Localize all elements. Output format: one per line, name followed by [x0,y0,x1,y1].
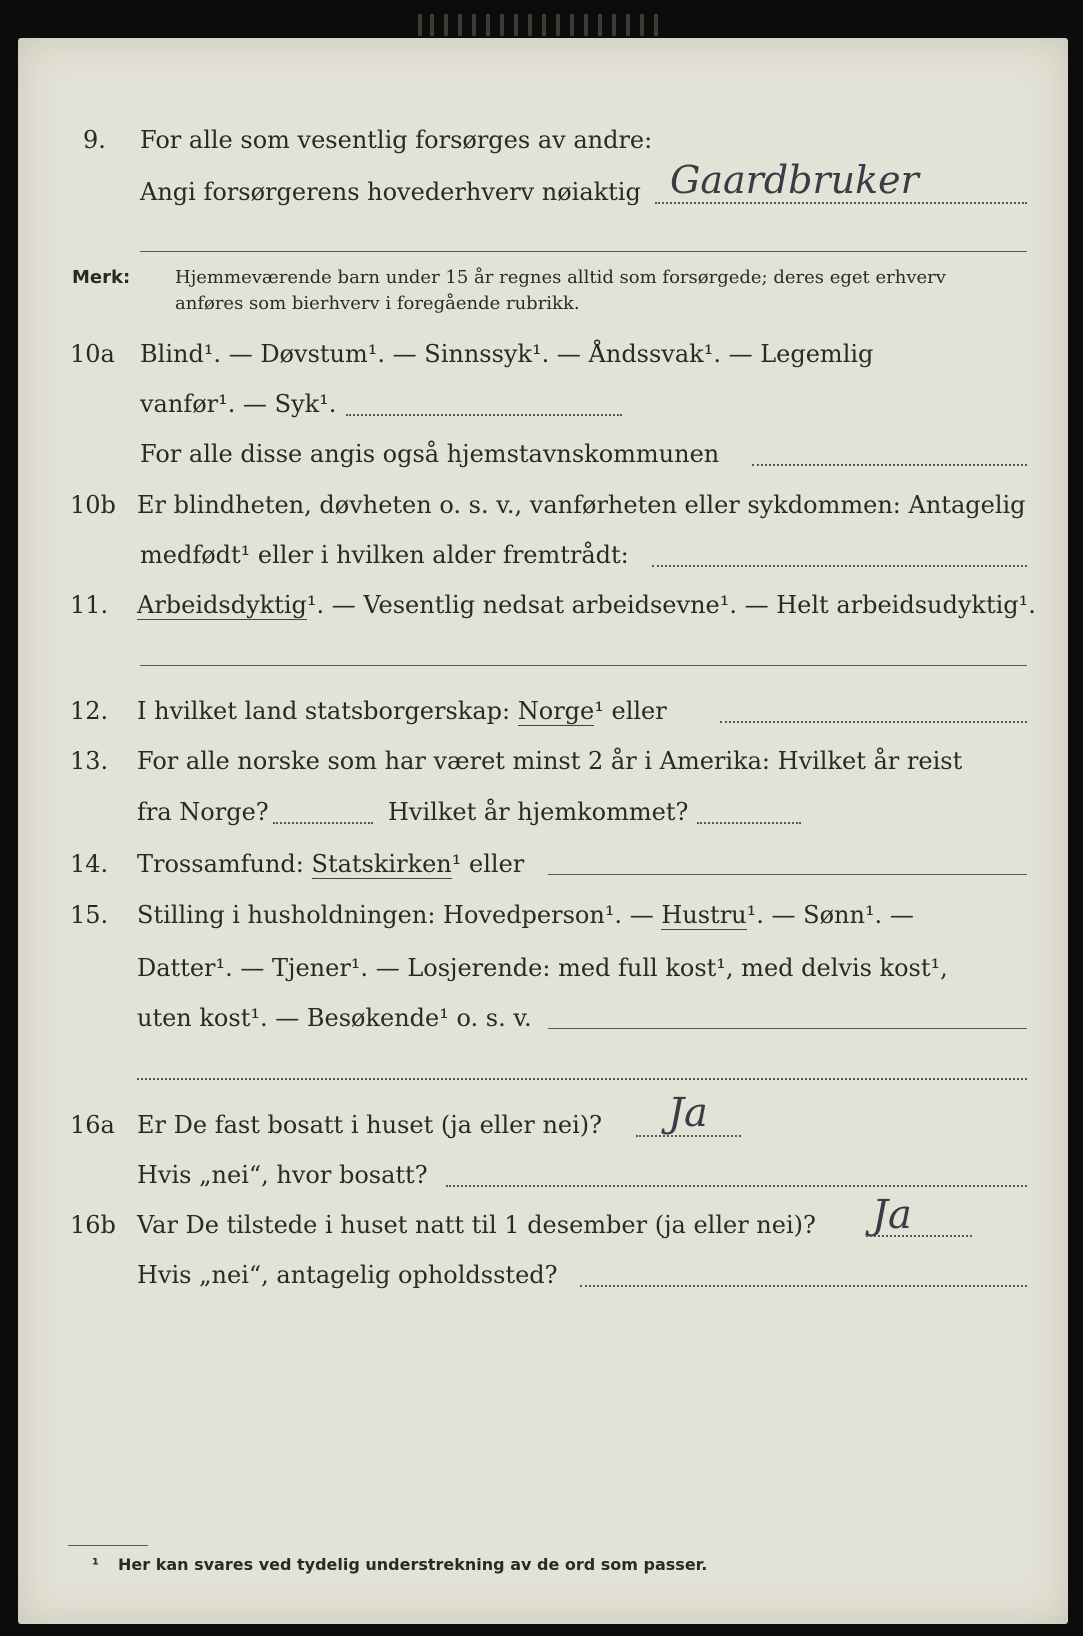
scan-border [0,0,1083,38]
q10b-line1: Er blindheten, døvheten o. s. v., vanførheten eller sykdommen: Antagelig [137,491,1026,519]
q9-answer-line [655,202,1027,204]
q15-line1a: Stilling i husholdningen: Hovedperson¹. — [137,901,654,929]
q16b-line1: Var De tilstede i huset natt til 1 desember (ja eller nei)? [137,1211,816,1239]
q10a-syk-line [346,414,622,416]
q15-line2: Datter¹. — Tjener¹. — Losjerende: med full kost¹, med delvis kost¹, [137,954,948,982]
q16b-line2: Hvis „nei“, antagelig opholdssted? [137,1261,558,1289]
q16a-bosatt-line [446,1185,1027,1187]
footnote-text: Her kan svares ved tydelig understrekning av de ord som passer. [118,1555,708,1574]
q11-option-arbeidsdyktig: Arbeidsdyktig [137,591,307,619]
q15-line1c: ¹. — Sønn¹. — [746,901,914,929]
q13-reist-line [273,822,373,824]
q12-line [137,696,667,726]
q13-hjemkommet-line [697,822,801,824]
q9-second-line [140,251,1027,252]
q15-number: 15. [70,901,109,929]
q16b-opholdssted-line [580,1285,1027,1287]
q14-number: 14. [70,850,109,878]
footnote-rule [68,1545,148,1546]
merk-line2: anføres som bierhverv i foregående rubrikk. [175,293,580,314]
q15-line1 [137,900,914,930]
q10a-kommune-line [752,464,1027,466]
q16b-answer-line [866,1235,972,1237]
q14-text: Trossamfund: [137,850,304,878]
q12-after: ¹ eller [594,697,667,725]
q10a-number: 10a [70,340,115,368]
q16a-answer-line [636,1135,741,1137]
q15-blank-line [137,1078,1027,1080]
q11-line-blank [140,665,1027,666]
q10a-line2: vanfør¹. — Syk¹. [140,390,337,418]
q11-rest: ¹. — Vesentlig nedsat arbeidsevne¹. — Helt arbeidsudyktig¹. [306,591,1036,619]
q16a-number: 16a [70,1111,115,1139]
q9-line1: For alle som vesentlig forsørges av andre: [140,126,653,154]
merk-line1: Hjemmeværende barn under 15 år regnes alltid som forsørgede; deres eget erhverv [175,267,946,288]
q13-line2b: Hvilket år hjemkommet? [388,798,689,826]
q15-answer-line [548,1028,1027,1029]
footnote-mark: ¹ [92,1555,100,1574]
q12-number: 12. [70,697,109,725]
q12-text: I hvilket land statsborgerskap: [137,697,511,725]
q16a-handwritten-answer: Ja [668,1090,708,1136]
merk-label: Merk: [72,267,131,288]
q12-option-norge: Norge [517,697,595,725]
q13-line1: For alle norske som har været minst 2 år i Amerika: Hvilket år reist [137,747,963,775]
q9-number: 9. [83,126,106,154]
q15-line3: uten kost¹. — Besøkende¹ o. s. v. [137,1004,532,1032]
q16a-line1: Er De fast bosatt i huset (ja eller nei)? [137,1111,603,1139]
q10b-line2: medfødt¹ eller i hvilken alder fremtrådt: [140,541,629,569]
q15-option-hustru: Hustru [661,901,747,929]
q13-number: 13. [70,747,109,775]
q13-line2a: fra Norge? [137,798,269,826]
q14-answer-line [548,874,1027,875]
q10a-line3: For alle disse angis også hjemstavnskommunen [140,440,720,468]
q14-after: ¹ eller [451,850,525,878]
q11-line [137,590,1036,620]
q14-option-statskirken: Statskirken [311,850,452,878]
q16a-line2: Hvis „nei“, hvor bosatt? [137,1161,428,1189]
q9-handwritten-answer: Gaardbruker [670,158,919,202]
q11-number: 11. [70,591,109,619]
q10b-number: 10b [70,491,116,519]
q12-answer-line [720,721,1027,723]
q10a-line1: Blind¹. — Døvstum¹. — Sinnssyk¹. — Åndssvak¹. — Legemlig [140,340,874,368]
q9-line2: Angi forsørgerens hovederhverv nøiaktig [140,178,641,206]
q14-line [137,849,524,879]
q16b-handwritten-answer: Ja [872,1192,912,1238]
q16b-number: 16b [70,1211,116,1239]
q10b-answer-line [652,565,1027,567]
